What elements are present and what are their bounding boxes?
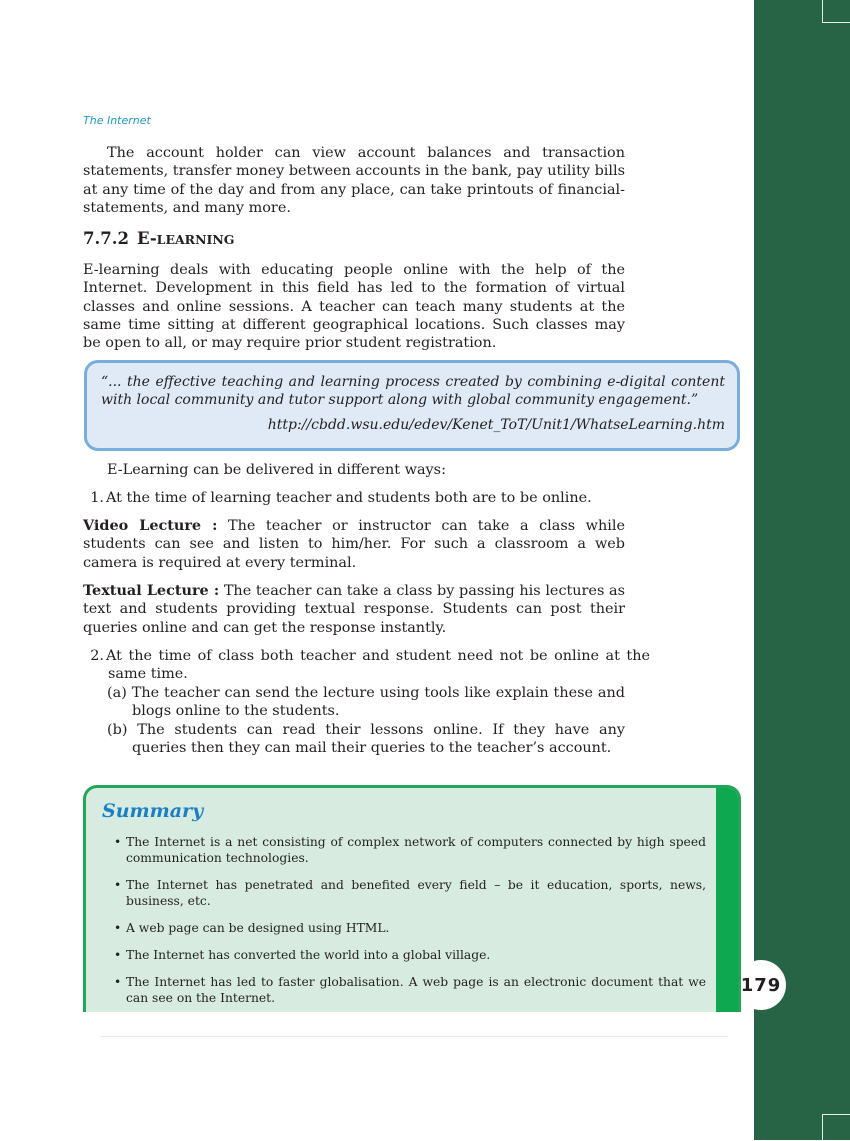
- textual-lecture-paragraph: [83, 582, 625, 637]
- textual-lecture-term: Textual Lecture :: [83, 582, 220, 599]
- elearning-block: [83, 261, 625, 352]
- list-item-text: At the time of class both teacher and student need not be online at the same time.: [106, 648, 650, 683]
- sub-marker: (b): [107, 722, 128, 738]
- textual-lecture-block: [83, 582, 625, 637]
- sub-item-a: [107, 684, 625, 721]
- summary-item: • A web page can be designed using HTML.: [114, 920, 706, 936]
- summary-item: • The Internet has led to faster globalisation. A web page is an electronic document that we can see on the Internet.: [114, 974, 706, 1006]
- crop-mark-bottom: [822, 1114, 850, 1141]
- delivery-intro: E-Learning can be delivered in different ways:: [107, 462, 446, 478]
- delivery-block: [83, 461, 625, 479]
- quote-text: “... the effective teaching and learning process created by combining e-digital content with local community and tutor support along with global community engagement.”: [101, 374, 725, 408]
- intro-block: [83, 144, 625, 217]
- list-item-2: [83, 647, 650, 684]
- section-title-rest: LEARNING: [156, 232, 235, 247]
- sub-marker: (a): [107, 685, 127, 701]
- quote-box: [84, 360, 740, 451]
- summary-box: [83, 785, 741, 1012]
- crop-mark-top: [822, 0, 850, 23]
- summary-item: • The Internet has penetrated and benefited every field – be it education, sports, news, business, etc.: [114, 877, 706, 909]
- intro-paragraph: The account holder can view account balances and transaction statements, transfer money between accounts in the bank, pay utility bills at any time of the day and from any place, can take printouts of financial-statements, and many more.: [83, 145, 625, 216]
- bottom-rule: [100, 1036, 728, 1037]
- textual-lecture-text: The teacher can take a class by passing his lectures as text and students providing textual response. Students can post their queries online and can get the response instantly.: [83, 583, 625, 636]
- running-head: The Internet: [83, 114, 151, 127]
- summary-title: Summary: [102, 800, 204, 822]
- page-number: 179: [736, 960, 786, 1010]
- video-lecture-block: [83, 517, 625, 572]
- summary-item: • The Internet has converted the world into a global village.: [114, 947, 706, 963]
- list-item-text: At the time of learning teacher and students both are to be online.: [106, 490, 592, 506]
- sub-item-text: The teacher can send the lecture using tools like explain these and blogs online to the students.: [131, 685, 625, 720]
- summary-tab: [716, 788, 738, 1012]
- list-marker: 1.: [90, 490, 104, 506]
- video-lecture-text: The teacher or instructor can take a class while students can see and listen to him/her. For such a classroom a web camera is required at every terminal.: [83, 518, 625, 571]
- sub-item-text: The students can read their lessons online. If they have any queries then they can mail their queries to the teacher’s account.: [132, 722, 625, 757]
- section-heading: [83, 229, 234, 248]
- section-number: 7.7.2: [83, 229, 129, 248]
- summary-item: • The Internet is a net consisting of complex network of computers connected by high speed communication technologies.: [114, 834, 706, 866]
- list-marker: 2.: [90, 648, 104, 664]
- quote-source-link[interactable]: http://cbdd.wsu.edu/edev/Kenet_ToT/Unit1/WhatseLearning.htm: [267, 417, 725, 433]
- list-item-1: [83, 489, 625, 507]
- video-lecture-term: Video Lecture :: [83, 517, 218, 534]
- video-lecture-paragraph: [83, 517, 625, 572]
- section-title-first: E-: [136, 229, 157, 248]
- elearning-paragraph: E-learning deals with educating people online with the help of the Internet. Development in this field has led to the formation of virtual classes and online sessions. A teacher can teach many students at the same time sitting at different geographical locations. Such classes may be open to all, or may require prior student registration.: [83, 262, 625, 352]
- summary-list: [114, 834, 706, 1012]
- sub-item-b: [107, 721, 625, 758]
